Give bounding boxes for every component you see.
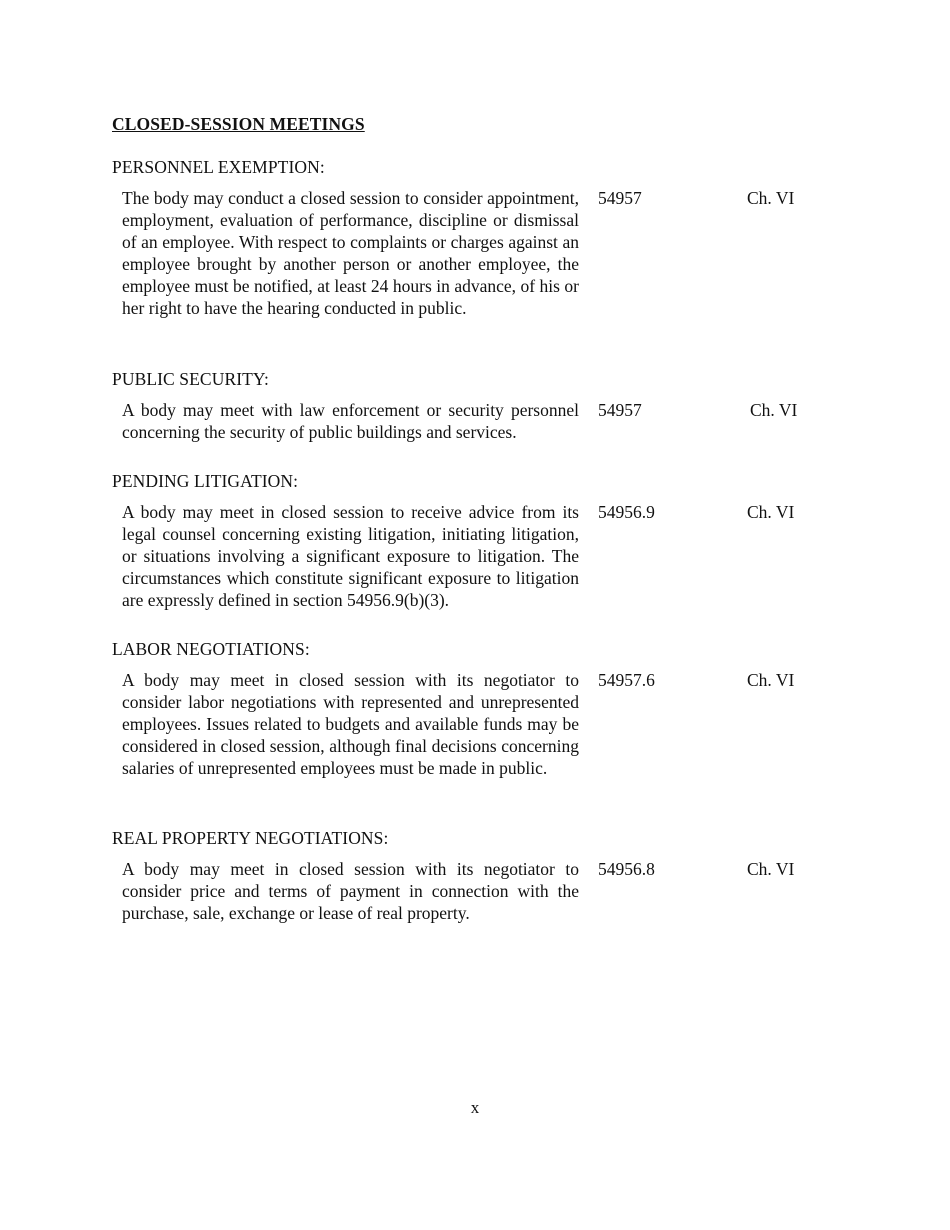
section-personnel-exemption	[112, 156, 812, 319]
section-row	[112, 399, 812, 443]
section-heading: REAL PROPERTY NEGOTIATIONS:	[112, 828, 389, 848]
section-chapter: Ch. VI	[747, 188, 795, 208]
section-row	[112, 501, 812, 611]
section-heading: LABOR NEGOTIATIONS:	[112, 639, 310, 659]
section-labor-negotiations	[112, 638, 812, 779]
section-chapter: Ch. VI	[747, 670, 795, 690]
section-code: 54957	[598, 400, 642, 420]
page-number: x	[470, 1098, 480, 1117]
section-heading: PERSONNEL EXEMPTION:	[112, 157, 325, 177]
section-public-security	[112, 368, 812, 443]
section-chapter: Ch. VI	[747, 859, 795, 879]
section-heading: PENDING LITIGATION:	[112, 471, 299, 491]
section-description: A body may meet with law enforcement or security personnel concerning the security of public buildings and services.	[122, 400, 579, 442]
page-title: CLOSED-SESSION MEETINGS	[112, 114, 365, 134]
section-code: 54956.9	[598, 502, 655, 522]
section-heading: PUBLIC SECURITY:	[112, 369, 270, 389]
section-description: A body may meet in closed session with its negotiator to consider labor negotiations with represented and unrepresented employees. Issues related to budgets and available funds may be considered in closed session, although final decisions concerning salaries of unrepresented employees must be made in public.	[122, 670, 579, 778]
section-real-property-negotiations	[112, 827, 812, 924]
section-chapter: Ch. VI	[750, 400, 798, 420]
section-row	[112, 187, 812, 319]
section-chapter: Ch. VI	[747, 502, 795, 522]
section-code: 54956.8	[598, 859, 655, 879]
section-code: 54957	[598, 188, 642, 208]
section-row	[112, 858, 812, 924]
section-description: A body may meet in closed session to receive advice from its legal counsel concerning existing litigation, initiating litigation, or situations involving a significant exposure to litigation. The circumstances which constitute significant exposure to litigation are expressly defined in section 54956.9(b)(3).	[122, 502, 579, 610]
section-row	[112, 669, 812, 779]
section-code: 54957.6	[598, 670, 655, 690]
section-pending-litigation	[112, 470, 812, 611]
section-description: A body may meet in closed session with its negotiator to consider price and terms of payment in connection with the purchase, sale, exchange or lease of real property.	[122, 859, 579, 923]
section-description: The body may conduct a closed session to consider appointment, employment, evaluation of performance, discipline or dismissal of an employee. With respect to complaints or charges against an employee brought by another person or another employee, the employee must be notified, at least 24 hours in advance, of his or her right to have the hearing conducted in public.	[122, 188, 579, 318]
